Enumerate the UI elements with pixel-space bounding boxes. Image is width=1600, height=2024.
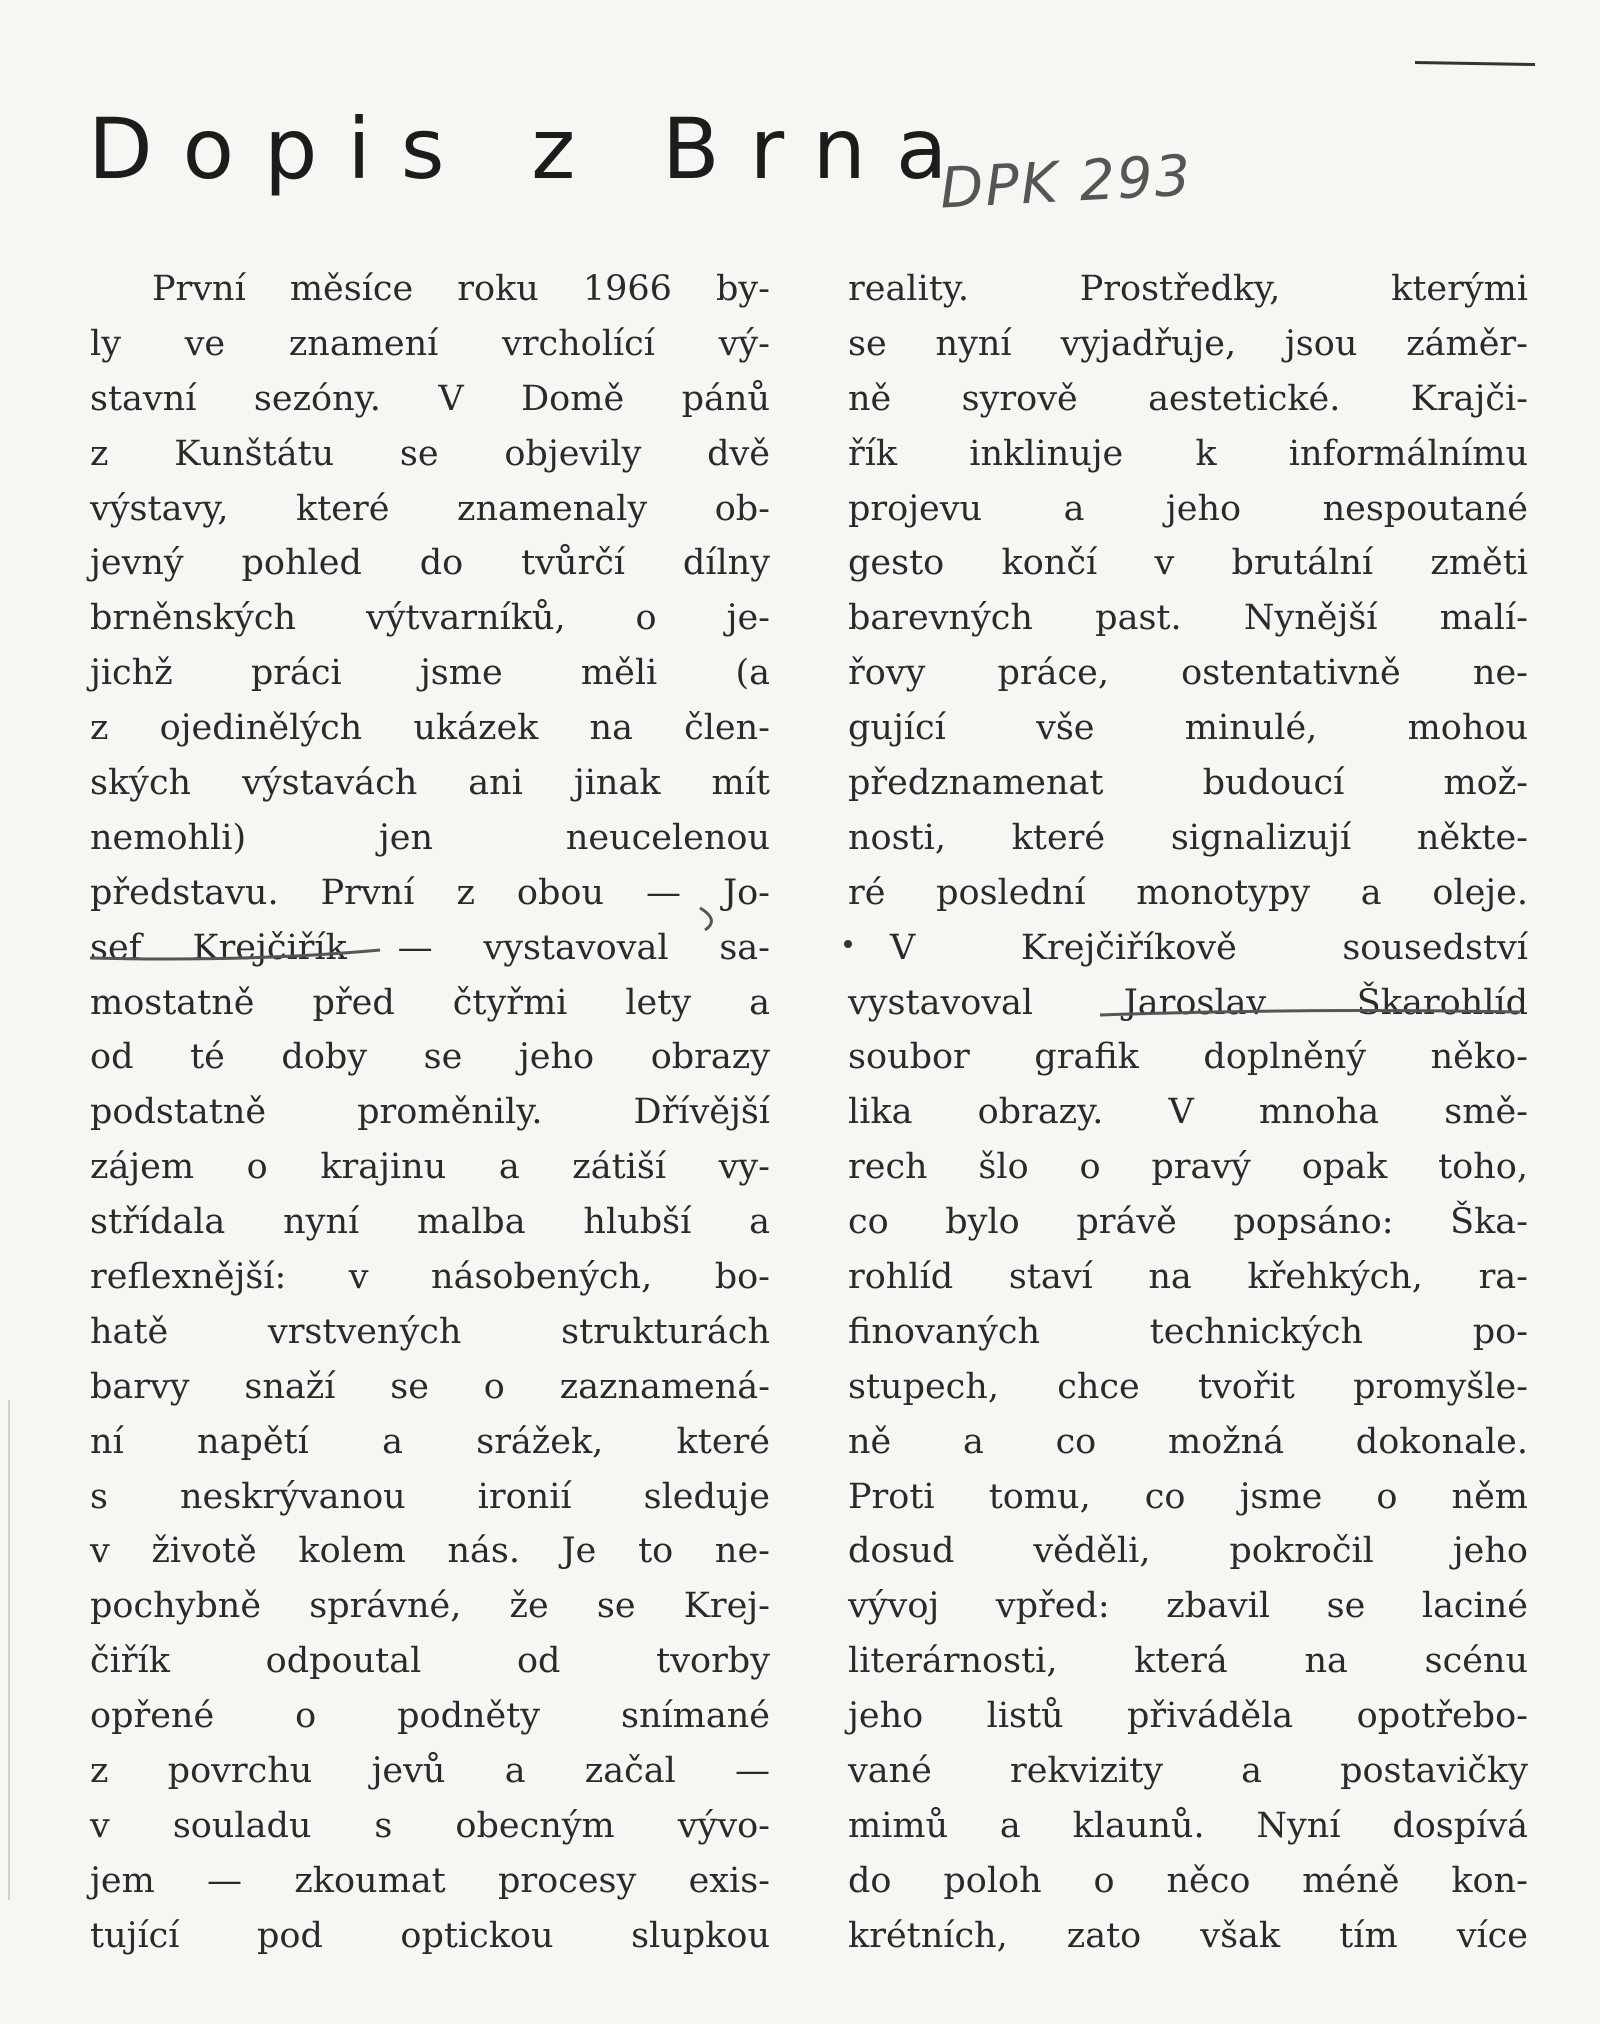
article-line: řík inklinuje k informálnímu bbox=[848, 433, 1528, 474]
article-line: projevu a jeho nespoutané bbox=[848, 488, 1528, 529]
article-line: literárnosti, která na scénu bbox=[848, 1641, 1528, 1682]
article-line: jichž práci jsme měli (a bbox=[90, 653, 770, 694]
pencil-stroke bbox=[1415, 61, 1535, 66]
article-line: gující vše minulé, mohou bbox=[848, 708, 1528, 749]
article-line: brněnských výtvarníků, o je- bbox=[90, 598, 770, 639]
article-line: mimů a klaunů. Nyní dospívá bbox=[848, 1805, 1528, 1846]
article-line: ně a co možná dokonale. bbox=[848, 1421, 1528, 1462]
article-line: čiřík odpoutal od tvorby bbox=[90, 1641, 770, 1682]
article-line: vané rekvizity a postavičky bbox=[848, 1751, 1528, 1792]
article-line: vystavoval Jaroslav Škarohlíd bbox=[848, 982, 1528, 1023]
article-line: barevných past. Nynější malí- bbox=[848, 598, 1528, 639]
article-line: ně syrově aestetické. Krajči- bbox=[848, 378, 1528, 419]
article-line: rech šlo o pravý opak toho, bbox=[848, 1147, 1528, 1188]
article-line: dosud věděli, pokročil jeho bbox=[848, 1531, 1528, 1572]
article-line: výstavy, které znamenaly ob- bbox=[90, 488, 770, 529]
article-line: hatě vrstvených strukturách bbox=[90, 1311, 770, 1352]
article-line: vývoj vpřed: zbavil se laciné bbox=[848, 1586, 1528, 1627]
article-line: sef Krejčiřík — vystavoval sa- bbox=[90, 927, 770, 968]
article-line: finovaných technických po- bbox=[848, 1311, 1528, 1352]
article-line: jem — zkoumat procesy exis- bbox=[90, 1860, 770, 1901]
article-line: nemohli) jen neucelenou bbox=[90, 817, 770, 858]
article-line: pochybně správné, že se Krej- bbox=[90, 1586, 770, 1627]
article-line: stavní sezóny. V Domě pánů bbox=[90, 378, 770, 419]
article-line: ré poslední monotypy a oleje. bbox=[848, 872, 1528, 913]
article-line: mostatně před čtyřmi lety a bbox=[90, 982, 770, 1023]
article-line: jevný pohled do tvůrčí dílny bbox=[90, 543, 770, 584]
article-line: z povrchu jevů a začal — bbox=[90, 1751, 770, 1792]
article-line: zájem o krajinu a zátiší vy- bbox=[90, 1147, 770, 1188]
article-line: ských výstavách ani jinak mít bbox=[90, 763, 770, 804]
article-column-left bbox=[90, 262, 770, 1964]
article-line: rohlíd staví na křehkých, ra- bbox=[848, 1257, 1528, 1298]
article-line: První měsíce roku 1966 by- bbox=[152, 269, 770, 309]
article-line: reflexnější: v násobených, bo- bbox=[90, 1257, 770, 1298]
article-line: soubor grafik doplněný něko- bbox=[848, 1037, 1528, 1078]
article-line: jeho listů přiváděla opotřebo- bbox=[848, 1696, 1528, 1737]
article-line: ní napětí a srážek, které bbox=[90, 1421, 770, 1462]
article-line: od té doby se jeho obrazy bbox=[90, 1037, 770, 1078]
scan-edge bbox=[8, 1400, 10, 1900]
handwritten-note: DPK 293 bbox=[938, 143, 1194, 222]
article-line: s neskrývanou ironií sleduje bbox=[90, 1476, 770, 1517]
article-line: představu. První z obou — Jo- bbox=[90, 872, 770, 913]
article-line: krétních, zato však tím více bbox=[848, 1915, 1528, 1956]
article-line: z Kunštátu se objevily dvě bbox=[90, 433, 770, 474]
article-line: řovy práce, ostentativně ne- bbox=[848, 653, 1528, 694]
article-line: stupech, chce tvořit promyšle- bbox=[848, 1366, 1528, 1407]
article-line: se nyní vyjadřuje, jsou záměr- bbox=[848, 323, 1528, 364]
article-line: ly ve znamení vrcholící vý- bbox=[90, 323, 770, 364]
article-line: lika obrazy. V mnoha smě- bbox=[848, 1092, 1528, 1133]
article-line: v souladu s obecným vývo- bbox=[90, 1805, 770, 1846]
article-line: barvy snaží se o zaznamená- bbox=[90, 1366, 770, 1407]
article-line: do poloh o něco méně kon- bbox=[848, 1860, 1528, 1901]
article-title: Dopis z Brna bbox=[88, 100, 978, 198]
article-line: reality. Prostředky, kterými bbox=[848, 269, 1528, 309]
article-line: střídala nyní malba hlubší a bbox=[90, 1202, 770, 1243]
article-line: předznamenat budoucí mož- bbox=[848, 763, 1528, 804]
article-line: z ojedinělých ukázek na člen- bbox=[90, 708, 770, 749]
article-column-right bbox=[848, 262, 1528, 1964]
article-line: co bylo právě popsáno: Ška- bbox=[848, 1202, 1528, 1243]
article-line: podstatně proměnily. Dřívější bbox=[90, 1092, 770, 1133]
article-line: Proti tomu, co jsme o něm bbox=[848, 1476, 1528, 1517]
article-line: tující pod optickou slupkou bbox=[90, 1915, 770, 1956]
article-line: V Krejčiříkově sousedství bbox=[890, 927, 1528, 968]
article-line: opřené o podněty snímané bbox=[90, 1696, 770, 1737]
article-line: gesto končí v brutální změti bbox=[848, 543, 1528, 584]
article-line: v životě kolem nás. Je to ne- bbox=[90, 1531, 770, 1572]
article-line: nosti, které signalizují někte- bbox=[848, 817, 1528, 858]
